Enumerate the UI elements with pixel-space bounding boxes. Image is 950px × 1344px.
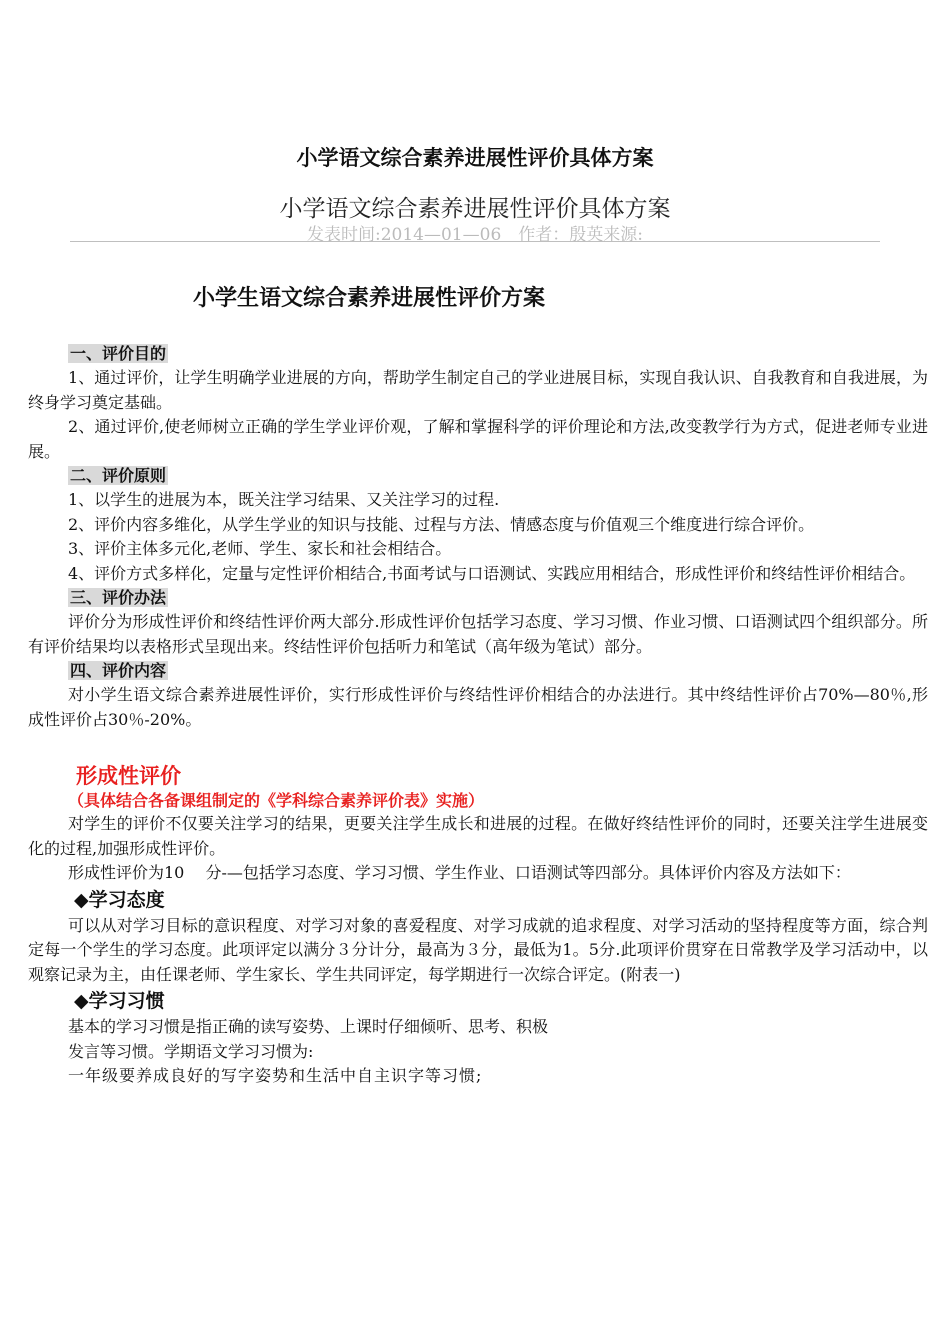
attitude-heading: ◆学习态度: [74, 888, 165, 911]
formative-title: 形成性评价: [76, 764, 181, 788]
spacer: [28, 732, 928, 762]
paragraph: 形成性评价为10 分-—包括学习态度、学习习惯、学生作业、口语测试等四部分。具体评价内容及方法如下：: [68, 863, 851, 882]
article-meta: 发表时间:2014—01—06 作者：殷英来源:: [307, 225, 643, 245]
paragraph: 评价分为形成性评价和终结性评价两大部分.形成性评价包括学习态度、学习习惯、作业习惯、口语测试四个组织部分。所有评价结果均以表格形式呈现出来。终结性评价包括听力和笔试（高年级为笔试）部分。: [28, 612, 928, 656]
section-heading-purpose: 一、评价目的: [70, 344, 167, 363]
formative-note: （具体结合各备课组制定的《学科综合素养评价表》实施）: [68, 791, 485, 810]
section-heading-principles: 二、评价原则: [70, 466, 167, 485]
header-divider: [70, 241, 880, 242]
paragraph: 基本的学习习惯是指正确的读写姿势、上课时仔细倾听、思考、积极: [68, 1017, 549, 1036]
section-heading-content: 四、评价内容: [70, 661, 167, 680]
paragraph: 1、以学生的进展为本，既关注学习结果、又关注学习的过程.: [68, 490, 500, 509]
page-title: 小学语文综合素养进展性评价具体方案: [296, 146, 654, 170]
paragraph: 发言等习惯。学期语文学习习惯为:: [68, 1041, 314, 1061]
paragraph: 4、评价方式多样化，定量与定性评价相结合,书面考试与口语测试、实践应用相结合，形成性评价和终结性评价相结合。: [68, 563, 916, 583]
paragraph: 2、评价内容多维化，从学生学业的知识与技能、过程与方法、情感态度与价值观三个维度进行综合评价。: [68, 514, 815, 534]
paragraph: 对小学生语文综合素养进展性评价，实行形成性评价与终结性评价相结合的办法进行。其中终结性评价占70%—80％,形成性评价占30％-20%。: [28, 685, 928, 729]
paragraph: 对学生的评价不仅要关注学习的结果，更要关注学生成长和进展的过程。在做好终结性评价的同时，还要关注学生进展变化的过程,加强形成性评价。: [28, 814, 928, 858]
section-heading-methods: 三、评价办法: [70, 588, 167, 607]
paragraph: 1、通过评价，让学生明确学业进展的方向，帮助学生制定自己的学业进展目标，实现自我认识、自我教育和自我进展，为终身学习奠定基础。: [28, 368, 928, 412]
paragraph: 可以从对学习目标的意识程度、对学习对象的喜爱程度、对学习成就的追求程度、对学习活动的坚持程度等方面，综合判定每一个学生的学习态度。此项评定以满分３分计分，最高为３分，最低为1。5分.此项评价贯穿在日常教学及学习活动中，以观察记录为主，由任课老师、学生家长、学生共同评定，每学期进行一次综合评定。(附表一): [28, 915, 928, 984]
article-title: 小学语文综合素养进展性评价具体方案: [279, 196, 671, 222]
paragraph: 2、通过评价,使老师树立正确的学生学业评价观，了解和掌握科学的评价理论和方法,改变教学行为方式，促进老师专业进展。: [28, 417, 928, 461]
habit-heading: ◆学习习惯: [74, 990, 165, 1012]
document-body: [28, 342, 928, 1088]
paragraph: 一年级要养成良好的写字姿势和生活中自主识字等习惯;: [68, 1066, 483, 1085]
paragraph: 3、评价主体多元化,老师、学生、家长和社会相结合。: [68, 539, 452, 558]
document-title: 小学生语文综合素养进展性评价方案: [193, 286, 546, 311]
